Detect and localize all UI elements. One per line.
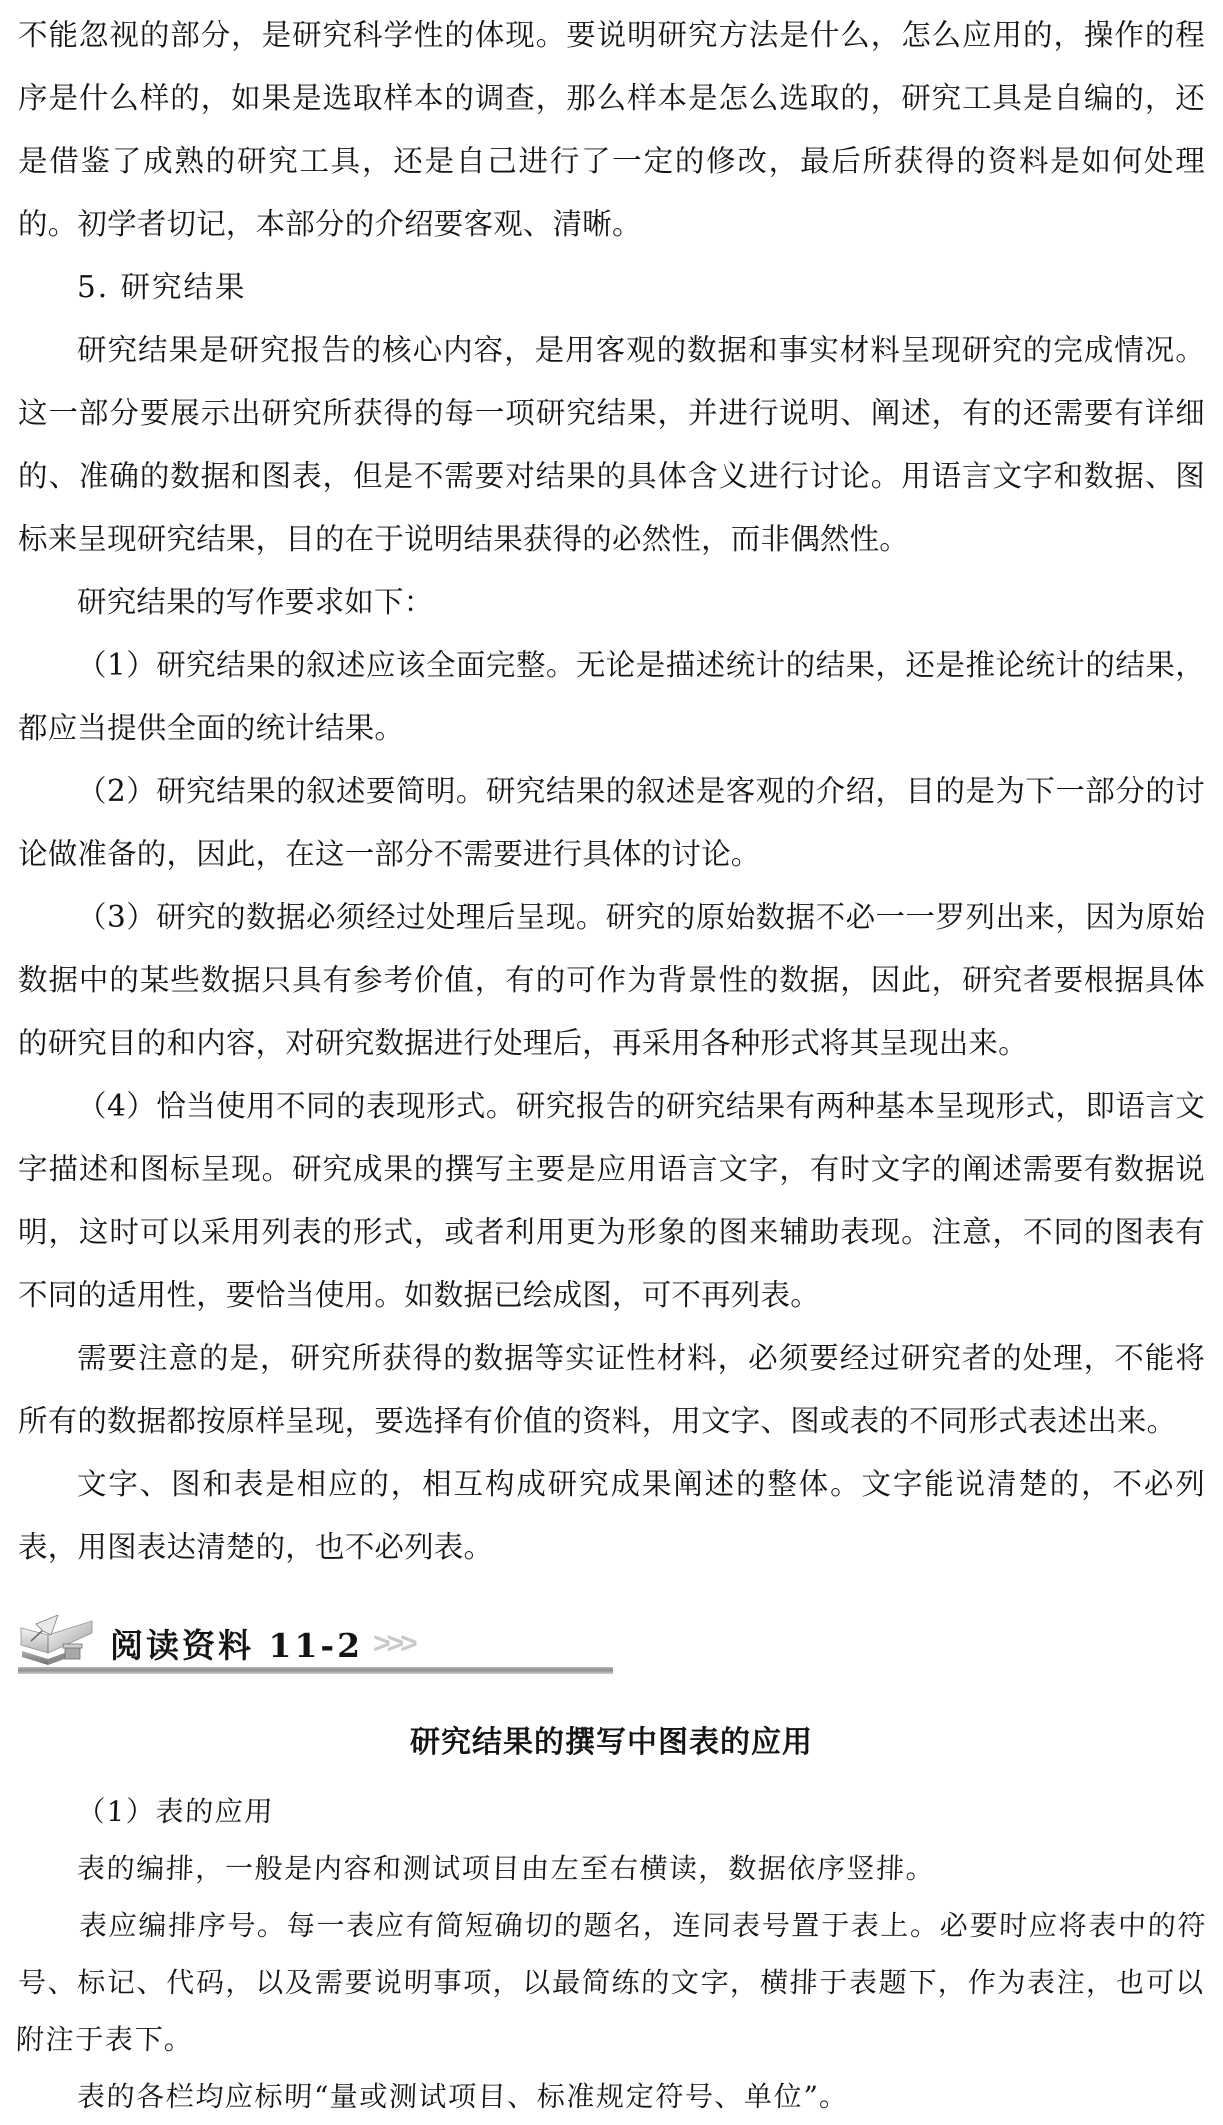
reading-paragraph-arrangement: 表的编排，一般是内容和测试项目由左至右横读，数据依序竖排。 — [76, 1852, 936, 1885]
paragraph-note: 需要注意的是，研究所获得的数据等实证性材料，必须要经过研究者的处理，不能将所有的数据都按原样呈现，要选择有价值的资料，用文字、图或表的不同形式表述出来。 — [18, 1341, 1205, 1438]
reading-item-table-application: （1）表的应用 — [76, 1795, 275, 1828]
main-body-text — [18, 4, 1205, 1579]
paragraph-results-core: 研究结果是研究报告的核心内容，是用客观的数据和事实材料呈现研究的完成情况。这一部分要展示出研究所获得的每一项研究结果，并进行说明、阐述，有的还需要有详细的、准确的数据和图表，但是不需要对结果的具体含义进行讨论。用语言文字和数据、图标来呈现研究结果，目的在于说明结果获得的必然性，而非偶然性。 — [18, 333, 1205, 556]
paragraph-summary: 文字、图和表是相应的，相互构成研究成果阐述的整体。文字能说清楚的，不必列表，用图表达清楚的，也不必列表。 — [18, 1467, 1205, 1564]
reading-subject-title: 研究结果的撰写中图表的应用 — [410, 1725, 813, 1760]
reading-label-text: 阅读资料 — [110, 1626, 254, 1665]
reading-paragraph-columns: 表的各栏均应标明“量或测试项目、标准规定符号、单位”。 — [76, 2080, 850, 2113]
reading-material-content — [15, 1717, 1208, 2125]
section-heading-research-results: 5. 研究结果 — [77, 270, 247, 304]
chevron-right-icon: >>> — [373, 1627, 414, 1660]
document-page — [0, 4, 1223, 2113]
paragraph-requirement-2: （2）研究结果的叙述要简明。研究结果的叙述是客观的介绍，目的是为下一部分的讨论做准备的，因此，在这一部分不需要进行具体的讨论。 — [18, 774, 1205, 871]
reading-header-divider — [18, 1667, 613, 1674]
reading-paragraph-numbering: 表应编排序号。每一表应有简短确切的题名，连同表号置于表上。必要时应将表中的符号、标记、代码，以及需要说明事项，以最简练的文字，横排于表题下，作为表注，也可以附注于表下。 — [15, 1909, 1208, 2056]
paragraph-requirements-lead: 研究结果的写作要求如下： — [77, 585, 434, 619]
paragraph-requirement-3: （3）研究的数据必须经过处理后呈现。研究的原始数据不必一一罗列出来，因为原始数据中的某些数据只具有参考价值，有的可作为背景性的数据，因此，研究者要根据具体的研究目的和内容，对研究数据进行处理后，再采用各种形式将其呈现出来。 — [18, 900, 1205, 1060]
reading-header-row — [18, 1607, 1205, 1665]
reading-material-label — [110, 1626, 364, 1665]
paragraph-requirement-4: （4）恰当使用不同的表现形式。研究报告的研究结果有两种基本呈现形式，即语言文字描述和图标呈现。研究成果的撰写主要是应用语言文字，有时文字的阐述需要有数据说明，这时可以采用列表的形式，或者利用更为形象的图来辅助表现。注意，不同的图表有不同的适用性，要恰当使用。如数据已绘成图，可不再列表。 — [18, 1089, 1205, 1312]
paragraph-requirement-1: （1）研究结果的叙述应该全面完整。无论是描述统计的结果，还是推论统计的结果，都应当提供全面的统计结果。 — [18, 648, 1205, 745]
reading-material-header — [18, 1607, 1205, 1673]
paragraph-continued: 不能忽视的部分，是研究科学性的体现。要说明研究方法是什么，怎么应用的，操作的程序是什么样的，如果是选取样本的调查，那么样本是怎么选取的，研究工具是自编的，还是借鉴了成熟的研究工具，还是自己进行了一定的修改，最后所获得的资料是如何处理的。初学者切记，本部分的介绍要客观、清晰。 — [18, 18, 1205, 241]
book-quill-icon — [18, 1615, 100, 1667]
reading-number: 11-2 — [268, 1626, 364, 1665]
